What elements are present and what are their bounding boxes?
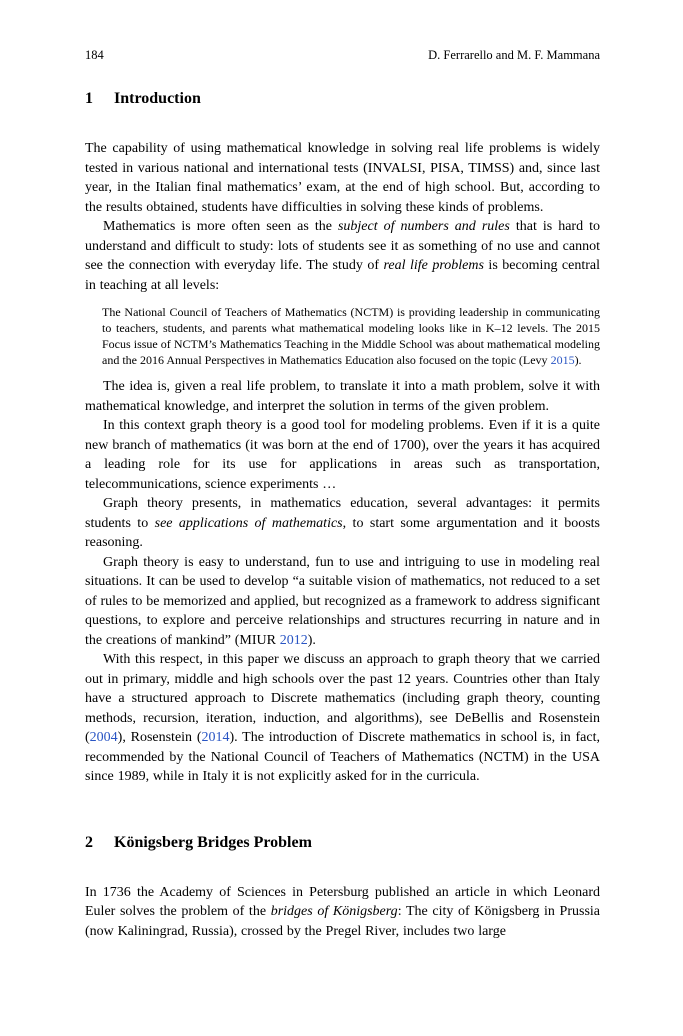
italic-text: subject of numbers and rules [337,219,510,234]
text-run: : The city of Königsberg in Prussia (now Kaliningrad, Russia), crossed by the Pregel River, includes two large [85,904,600,939]
running-head-authors: D. Ferrarello and M. F. Mammana [428,48,600,62]
paragraph [85,650,600,787]
text-run: Graph theory presents, in mathematics education, several advantages: it permits students to [85,496,600,531]
paper-section-2 [85,833,600,942]
text-run: The capability of using mathematical knowledge in solving real life problems is widely tested in various national and international tests (INVALSI, PISA, TIMSS) and, since last year, in the Italian final mathematics’ exam, at the end of high school. But, according to the results obtained, students have difficulties in solving these kinds of problems. [85,141,600,215]
text-run: ). The introduction of Discrete mathematics in school is, in fact, recommended by the National Council of Teachers of Mathematics (NCTM) in the USA since 1989, while in Italy it is not explicitly asked for in the curricula. [85,730,600,784]
text-run: that is hard to understand and difficult to study: lots of students see it as something of no use and cannot see the connection with everyday life. The study of [85,219,601,273]
text-run: , to start some argumentation and it boosts reasoning. [85,515,600,550]
paragraph [85,139,600,217]
text-run: In 1736 the Academy of Sciences in Petersburg published an article in which Leonard Euler solves the problem of the [85,884,600,919]
section-number: 1 [85,90,93,107]
italic-text: bridges of Königsberg [270,904,398,919]
paragraph [85,416,600,494]
citation-link[interactable]: 2012 [279,632,308,648]
text-run: ). [307,632,316,648]
text-run: ), Rosenstein ( [117,730,202,745]
text-run: The National Council of Teachers of Mathematics (NCTM) is providing leadership in communicating to teachers, students, and parents what mathematical modeling looks like in K–12 levels. The 2015 Focus issue of NCTM’s Mathematics Teaching in the Middle School was about mathematical modeling and the 2016 Annual Perspectives in Mathematics Education also focused on the topic (Levy [102,305,600,367]
paragraph [85,883,600,942]
section-heading [85,833,600,853]
text-run: The idea is, given a real life problem, to translate it into a math problem, solve it with mathematical knowledge, and interpret the solution in terms of the given problem. [85,379,600,414]
paragraph [85,377,600,416]
citation-link[interactable]: 2004 [89,730,118,745]
citation-link[interactable]: 2014 [201,730,230,745]
text-run: With this respect, in this paper we discuss an approach to graph theory that we carried out in primary, middle and high schools over the past 12 years. Countries other than Italy have a structured approach to Discrete mathematics (including graph theory, counting methods, recursion, iteration, induction, and algorithms), see DeBellis and Rosenstein ( [85,652,600,745]
block-quote [102,304,600,368]
text-run: Mathematics is more often seen as the [103,219,338,234]
section-title: Introduction [114,90,201,107]
section-heading [85,89,600,109]
page-body [85,89,600,941]
text-run: is becoming central in teaching at all levels: [85,258,600,293]
page-header [85,48,600,63]
italic-text: see applications of mathematics [154,515,343,531]
section-number: 2 [85,833,93,851]
paragraph [85,217,600,295]
italic-text: real life problems [383,258,484,273]
citation-link[interactable]: 2015 [550,353,575,367]
page-number: 184 [85,48,104,62]
paragraph [85,553,600,651]
text-run: ). [574,353,582,367]
paragraph [85,494,600,553]
section-title: Königsberg Bridges Problem [114,833,312,851]
text-run: In this context graph theory is a good tool for modeling problems. Even if it is a quite new branch of mathematics (it was born at the end of 1700), over the years it has acquired a leading role for its use for applications in areas such as transportation, telecommunications, science experiments … [85,418,600,492]
paper-section-1 [85,89,600,787]
text-run: Graph theory is easy to understand, fun to use and intriguing to use in modeling real situations. It can be used to develop “a suitable vision of mathematics, not reduced to a set of rules to be memorized and applied, but recognized as a framework to address significant questions, to explore and perceive relationships and structures recurring in nature and in the creations of mankind” (MIUR [85,554,600,648]
